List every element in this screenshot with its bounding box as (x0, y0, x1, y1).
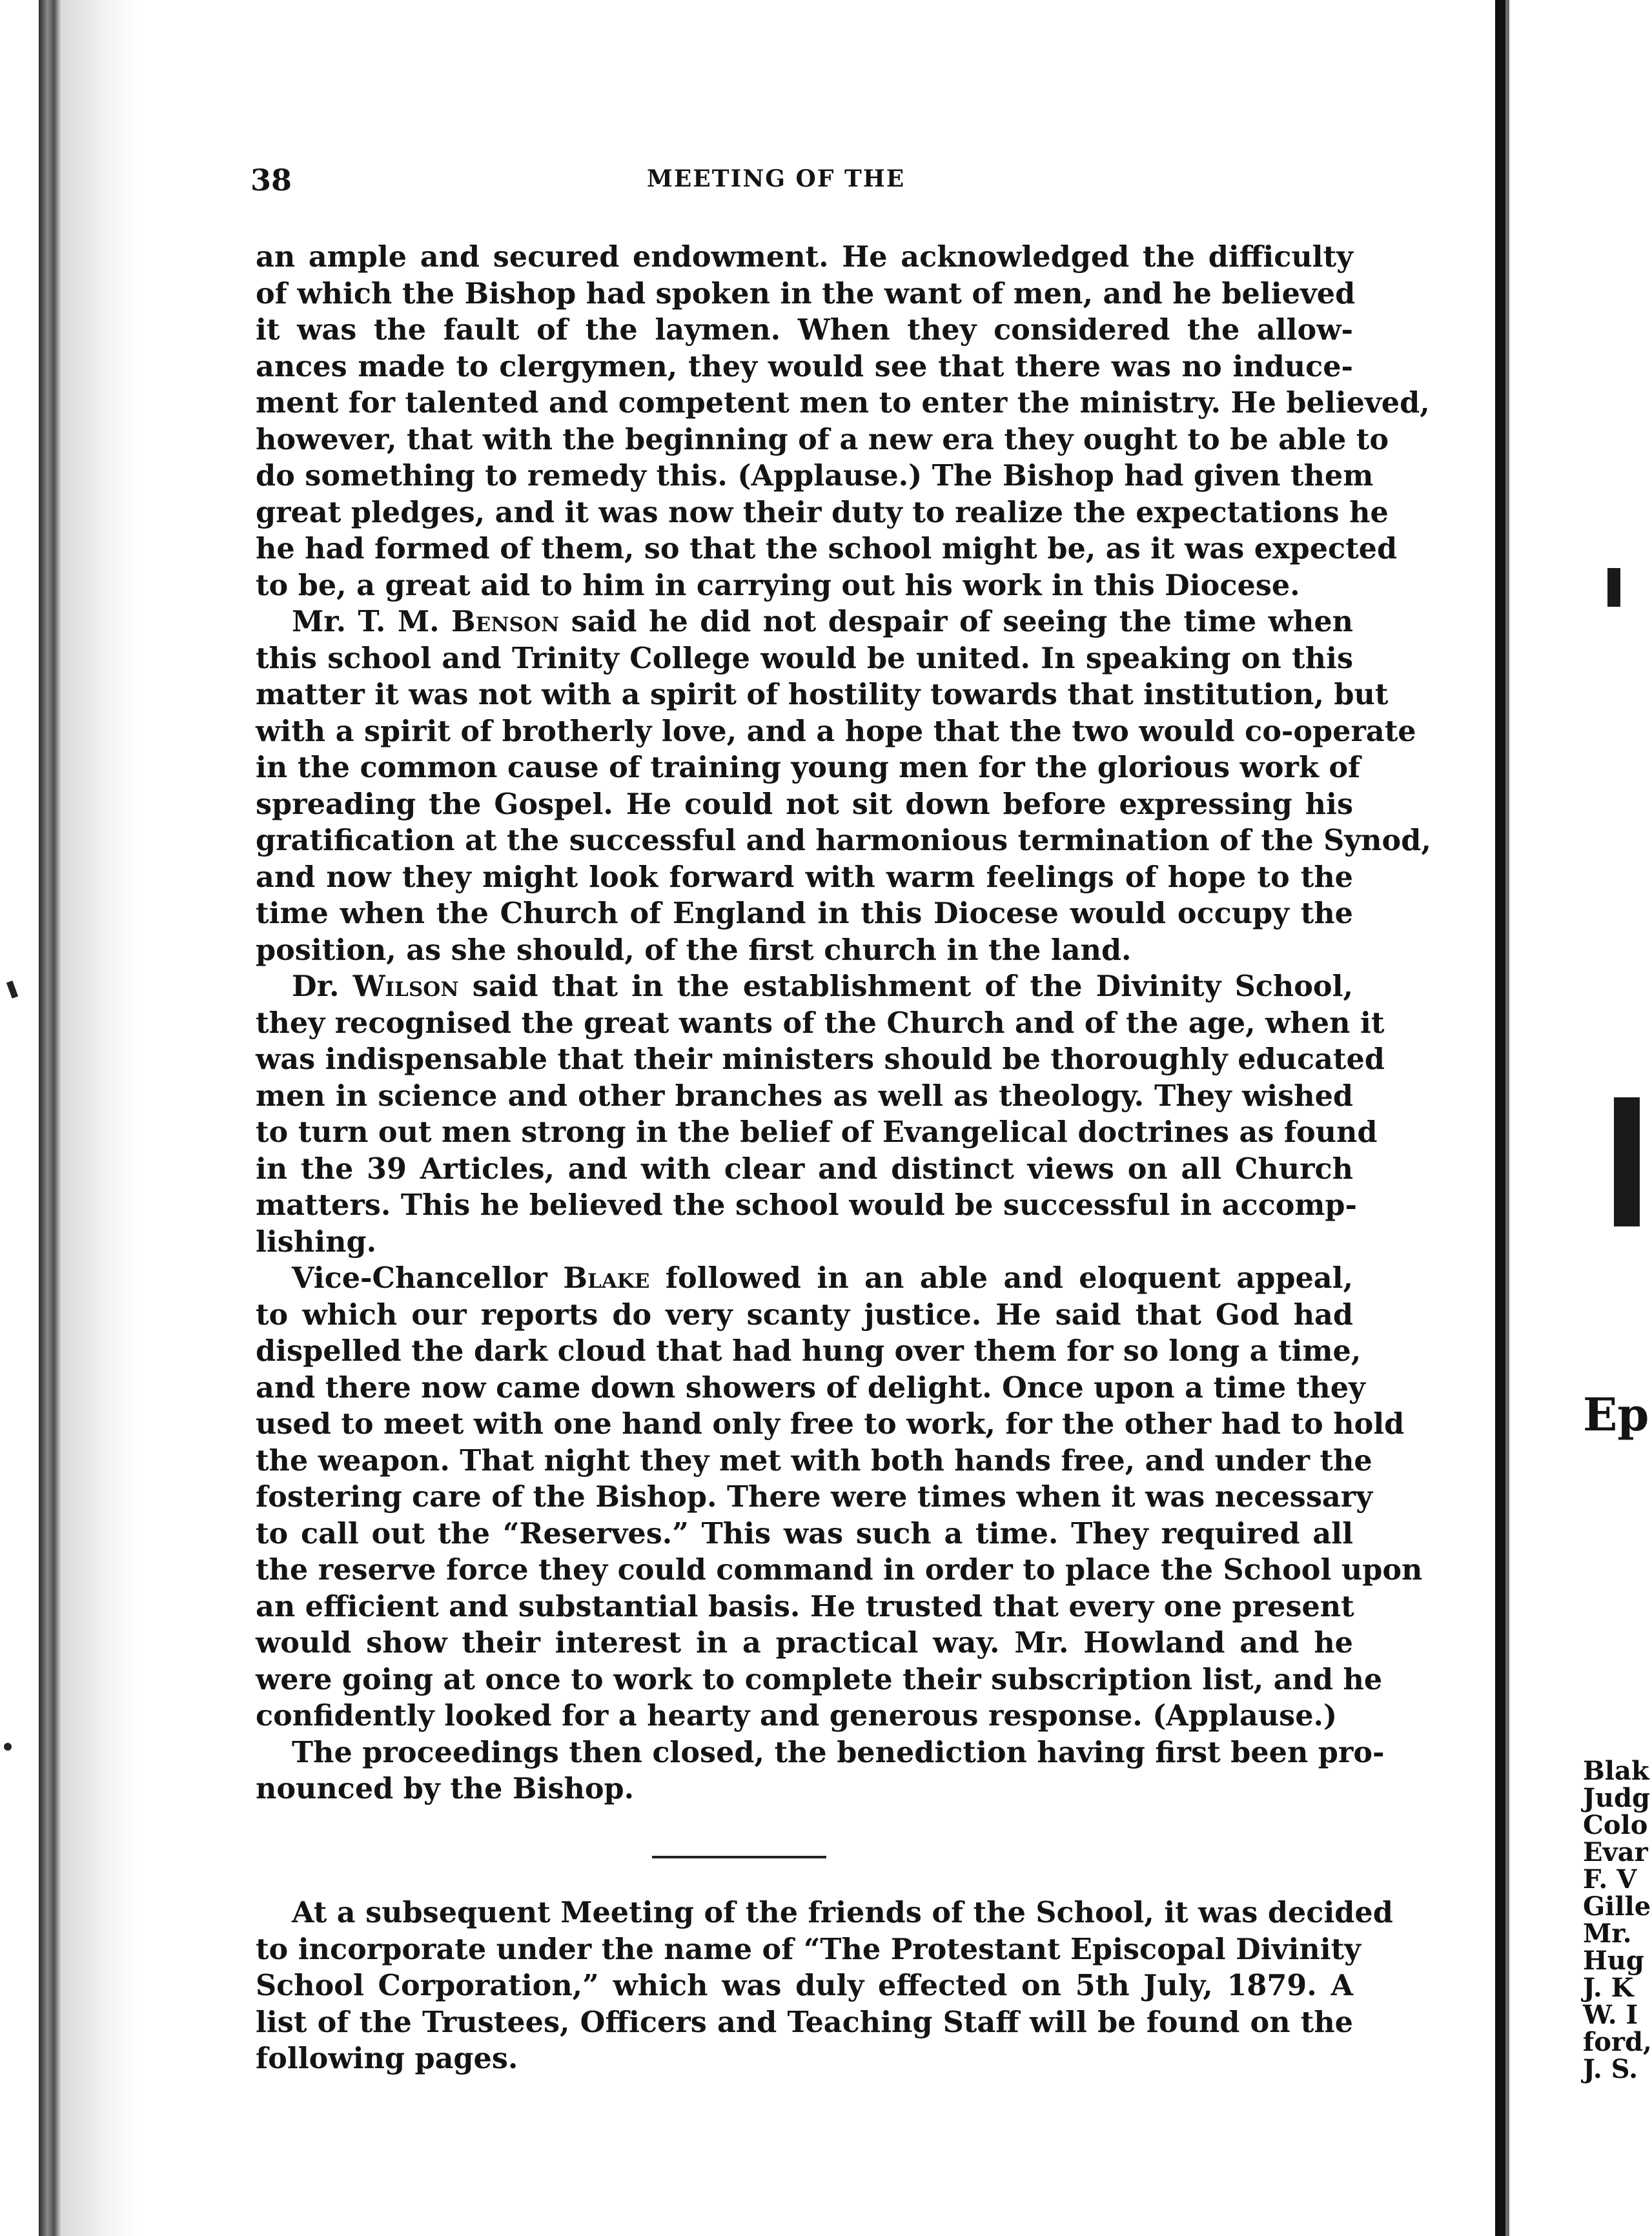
text-line: was indispensable that their ministers should be thoroughly educated (256, 1042, 1385, 1076)
text-line: the reserve force they could command in order to place the School upon (256, 1553, 1423, 1587)
text-line: spreading the Gospel. He could not sit down before expressing his (256, 787, 1353, 821)
text-fragment: said he did not despair of seeing the time when (559, 605, 1353, 638)
text-line: matter it was not with a spirit of hostility towards that institution, but (256, 678, 1389, 711)
text-line: this school and Trinity College would be united. In speaking on this (256, 641, 1353, 675)
text-line: to turn out men strong in the belief of Evangelical doctrines as found (256, 1115, 1378, 1149)
adjacent-page-fragment: Mr. (1583, 1918, 1632, 1949)
text-line: he had formed of them, so that the school might be, as it was expected (256, 532, 1398, 565)
text-line: School Corporation,” which was duly effected on 5th July, 1879. A (256, 1969, 1353, 2002)
adjacent-page-illustration (1614, 1097, 1640, 1226)
speaker-prefix: Vice-Chancellor (292, 1261, 564, 1295)
text-line: ment for talented and competent men to enter the ministry. He believed, (256, 386, 1430, 420)
text-line: of which the Bishop had spoken in the want of men, and he believed (256, 276, 1356, 310)
adjacent-page-mark (1607, 568, 1620, 607)
text-line: they recognised the great wants of the Church and of the age, when it (256, 1006, 1385, 1040)
adjacent-page-fragment: Judg (1583, 1783, 1650, 1813)
text-line (256, 604, 1353, 640)
speaker-prefix: Mr. T. M. (292, 605, 452, 638)
text-line: however, that with the beginning of a new era they ought to be able to (256, 422, 1389, 456)
adjacent-page-fragment: Gille (1583, 1891, 1651, 1922)
adjacent-page-fragment: J. S. (1583, 2054, 1638, 2084)
page-fold-divider (1495, 0, 1505, 2236)
text-line: to incorporate under the name of “The Protestant Episcopal Divinity (256, 1932, 1361, 1966)
text-line: in the common cause of training young men for the glorious work of (256, 751, 1361, 784)
text-line: dispelled the dark cloud that had hung over them for so long a time, (256, 1334, 1361, 1368)
text-line: and there now came down showers of delight. Once upon a time they (256, 1370, 1365, 1405)
speaker-name: Wilson (352, 970, 459, 1003)
text-line: matters. This he believed the school would be successful in accomp- (256, 1188, 1358, 1222)
adjacent-page-fragment: ford, (1583, 2027, 1652, 2057)
text-line: time when the Church of England in this Diocese would occupy the (256, 897, 1353, 930)
text-line: lishing. (256, 1225, 377, 1259)
text-line: to be, a great aid to him in carrying out his work in this Diocese. (256, 568, 1300, 602)
text-fragment: said that in the establishment of the Divinity School, (458, 970, 1354, 1003)
section-divider-rule (652, 1856, 826, 1858)
text-line: with a spirit of brotherly love, and a hope that the two would co-operate (256, 714, 1416, 748)
paragraph-endowment (256, 239, 1430, 604)
page-number: 38 (250, 163, 292, 198)
adjacent-page-fragment: Colo (1583, 1810, 1648, 1840)
text-line: used to meet with one hand only free to work, for the other had to hold (256, 1407, 1405, 1441)
text-line: to call out the “Reserves.” This was such a time. They required all (256, 1516, 1353, 1550)
article-body (256, 239, 1431, 1807)
text-line: fostering care of the Bishop. There were times when it was necessary (256, 1480, 1373, 1514)
text-line: great pledges, and it was now their duty to realize the expectations he (256, 495, 1389, 529)
text-fragment: followed in an able and eloquent appeal, (649, 1261, 1353, 1295)
paragraph-incorporation (256, 1895, 1393, 2077)
margin-mark (4, 1743, 12, 1751)
text-line: an ample and secured endowment. He acknowledged the difficulty (256, 240, 1353, 274)
text-line: following pages. (256, 2042, 518, 2075)
text-line (256, 968, 1353, 1005)
paragraph-blake (256, 1260, 1423, 1734)
running-title: MEETING OF THE (647, 165, 906, 192)
adjacent-page-fragment: J. K (1583, 1973, 1634, 2003)
adjacent-page-fragment: W. I (1583, 2000, 1638, 2030)
paragraph-proceedings (256, 1734, 1385, 1807)
text-line: were going at once to work to complete their subscription list, and he (256, 1662, 1383, 1696)
text-line: nounced by the Bishop. (256, 1772, 635, 1805)
text-line: it was the fault of the laymen. When they considered the allow- (256, 313, 1353, 347)
text-line: gratification at the successful and harmonious termination of the Synod, (256, 824, 1431, 857)
text-line: position, as she should, of the first church in the land. (256, 933, 1132, 967)
speaker-name: Benson (451, 605, 560, 638)
adjacent-page-fragment: Evar (1583, 1837, 1648, 1867)
scan-left-margin (0, 0, 39, 2236)
text-line: At a subsequent Meeting of the friends of the School, it was decided (292, 1896, 1393, 1929)
paragraph-wilson (256, 968, 1385, 1260)
text-line: and now they might look forward with warm feelings of hope to the (256, 860, 1353, 894)
text-line: to which our reports do very scanty justice. He said that God had (256, 1297, 1353, 1332)
text-line (256, 1260, 1353, 1297)
text-line: confidently looked for a hearty and generous response. (Applause.) (256, 1699, 1338, 1733)
text-line: ances made to clergymen, they would see that there was no induce- (256, 349, 1353, 383)
text-line: the weapon. That night they met with both hands free, and under the (256, 1443, 1372, 1478)
adjacent-page-fragment: Hug (1583, 1946, 1644, 1976)
adjacent-page-gothic-heading: Ep (1583, 1388, 1649, 1441)
text-line: an efficient and substantial basis. He trusted that every one present (256, 1589, 1354, 1623)
text-line: in the 39 Articles, and with clear and distinct views on all Church (256, 1152, 1353, 1186)
book-binding-shadow (39, 0, 61, 2236)
text-line: The proceedings then closed, the benediction having first been pro- (292, 1735, 1385, 1769)
speaker-name: Blake (563, 1261, 650, 1295)
adjacent-page-edge (1505, 0, 1509, 2236)
text-line: men in science and other branches as well as theology. They wished (256, 1079, 1353, 1113)
page-gutter-shading (61, 0, 138, 2236)
adjacent-page-fragment: Blak (1583, 1756, 1649, 1786)
adjacent-page-fragment: F. V (1583, 1864, 1637, 1895)
text-line: do something to remedy this. (Applause.) The Bishop had given them (256, 459, 1374, 493)
text-line: list of the Trustees, Officers and Teaching Staff will be found on the (256, 2005, 1353, 2039)
paragraph-benson (256, 604, 1431, 968)
text-line: would show their interest in a practical way. Mr. Howland and he (256, 1626, 1353, 1660)
speaker-prefix: Dr. (292, 970, 353, 1003)
